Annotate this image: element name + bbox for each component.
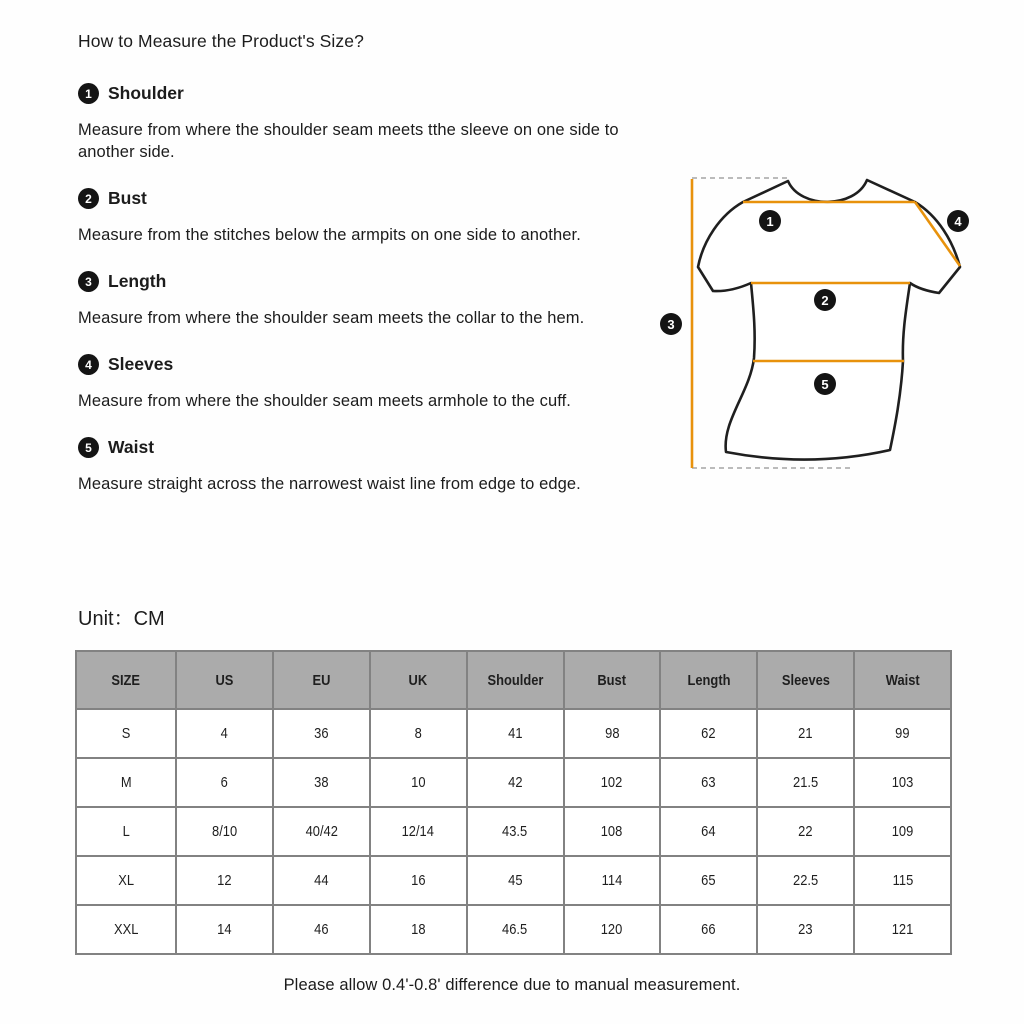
size-table [75, 650, 952, 955]
col-header-eu [273, 651, 370, 709]
diagram-marker-1 [759, 210, 781, 232]
instruction-shoulder [78, 83, 626, 163]
instruction-sleeves [78, 354, 626, 412]
cell-value: 45 [507, 872, 523, 889]
cell-value: 38 [314, 774, 329, 791]
cell-uk [370, 856, 467, 905]
col-header-shoulder [467, 651, 564, 709]
cell-waist [854, 709, 951, 758]
cell-shoulder [467, 856, 564, 905]
cell-value: 108 [601, 823, 623, 840]
measurement-disclaimer: Please allow 0.4'-0.8' difference due to manual measurement. [283, 976, 741, 994]
cell-value: XL [118, 872, 134, 889]
instructions-column [78, 31, 626, 520]
cell-value: 65 [701, 872, 716, 889]
cell-value: 44 [314, 872, 329, 889]
cell-value: 98 [604, 725, 620, 742]
unit-label: Unit：CM [78, 608, 165, 630]
cell-length [660, 856, 757, 905]
number-4-badge: 4 [78, 354, 99, 375]
marker-number: 2 [821, 293, 829, 308]
cell-value: 121 [891, 921, 914, 938]
cell-eu [273, 905, 370, 954]
cell-value: 36 [314, 725, 329, 742]
marker-number: 3 [667, 317, 675, 332]
cell-sleeves [757, 807, 854, 856]
cell-bust [564, 905, 661, 954]
cell-size [76, 758, 176, 807]
tshirt-measurement-diagram [648, 158, 1024, 492]
instruction-label: Length [108, 271, 167, 291]
cell-size [76, 807, 176, 856]
cell-size [76, 709, 176, 758]
cell-value: 42 [507, 774, 523, 791]
cell-value: 12/14 [402, 823, 435, 840]
cell-value: 12 [217, 872, 232, 889]
instruction-waist [78, 437, 626, 495]
number-3-badge: 3 [78, 271, 99, 292]
instruction-length [78, 271, 626, 329]
instruction-heading [78, 83, 626, 104]
instruction-heading [78, 437, 626, 458]
cell-value: 6 [220, 774, 229, 791]
col-header-label: SIZE [111, 671, 141, 689]
col-header-size [76, 651, 176, 709]
instruction-description: Measure from where the shoulder seam meets armhole to the cuff. [78, 392, 571, 410]
col-header-label: Length [687, 671, 731, 689]
diagram-marker-2 [814, 289, 836, 311]
cell-value: 46 [314, 921, 329, 938]
cell-value: XXL [113, 921, 139, 938]
col-header-label: UK [408, 671, 428, 689]
cell-value: 109 [891, 823, 914, 840]
table-row-xl [76, 856, 951, 905]
cell-shoulder [467, 709, 564, 758]
cell-length [660, 807, 757, 856]
cell-bust [564, 856, 661, 905]
cell-value: 62 [701, 725, 716, 742]
cell-value: 4 [220, 725, 229, 742]
instruction-label: Bust [108, 188, 147, 208]
col-header-label: Bust [597, 671, 627, 689]
cell-value: 14 [217, 921, 232, 938]
cell-uk [370, 905, 467, 954]
col-header-sleeves [757, 651, 854, 709]
cell-value: 21 [798, 725, 813, 742]
cell-waist [854, 807, 951, 856]
cell-us [176, 807, 273, 856]
cell-value: 46.5 [502, 921, 528, 938]
cell-value: 120 [601, 921, 623, 938]
instruction-heading [78, 271, 626, 292]
instruction-description: Measure straight across the narrowest waist line from edge to edge. [78, 475, 581, 493]
table-row-l [76, 807, 951, 856]
col-header-bust [564, 651, 661, 709]
col-header-length [660, 651, 757, 709]
marker-number: 5 [821, 377, 829, 392]
cell-bust [564, 807, 661, 856]
cell-us [176, 709, 273, 758]
cell-value: 63 [701, 774, 716, 791]
col-header-label: Sleeves [781, 671, 830, 689]
instruction-heading [78, 354, 626, 375]
cell-value: 103 [891, 774, 914, 791]
number-1-badge: 1 [78, 83, 99, 104]
instruction-description: Measure from the stitches below the armpits on one side to another. [78, 226, 581, 244]
cell-uk [370, 807, 467, 856]
cell-shoulder [467, 905, 564, 954]
cell-length [660, 905, 757, 954]
cell-length [660, 758, 757, 807]
table-row-s [76, 709, 951, 758]
diagram-marker-4 [947, 210, 969, 232]
cell-value: 41 [507, 725, 523, 742]
number-5-badge: 5 [78, 437, 99, 458]
cell-waist [854, 856, 951, 905]
cell-us [176, 758, 273, 807]
cell-sleeves [757, 758, 854, 807]
diagram-marker-5 [814, 373, 836, 395]
col-header-label: Shoulder [487, 671, 544, 689]
cell-bust [564, 709, 661, 758]
cell-size [76, 905, 176, 954]
cell-value: 43.5 [502, 823, 528, 840]
instruction-label: Shoulder [108, 83, 184, 103]
cell-value: 115 [892, 872, 913, 889]
table-row-xxl [76, 905, 951, 954]
cell-value: 21.5 [793, 774, 819, 791]
cell-sleeves [757, 905, 854, 954]
cell-us [176, 905, 273, 954]
cell-value: 99 [895, 725, 910, 742]
cell-shoulder [467, 758, 564, 807]
cell-length [660, 709, 757, 758]
cell-sleeves [757, 709, 854, 758]
diagram-marker-3 [660, 313, 682, 335]
cell-value: 66 [701, 921, 716, 938]
cell-value: 16 [411, 872, 426, 889]
cell-waist [854, 758, 951, 807]
cell-value: 23 [798, 921, 813, 938]
cell-value: L [122, 823, 130, 840]
cell-value: 22 [798, 823, 813, 840]
instruction-heading [78, 188, 626, 209]
cell-eu [273, 709, 370, 758]
cell-eu [273, 758, 370, 807]
instruction-bust [78, 188, 626, 246]
cell-us [176, 856, 273, 905]
instruction-description: Measure from where the shoulder seam meets the collar to the hem. [78, 309, 585, 327]
cell-value: 8/10 [211, 823, 237, 840]
col-header-waist [854, 651, 951, 709]
size-table-header-row [76, 651, 951, 709]
cell-value: 18 [411, 921, 426, 938]
cell-sleeves [757, 856, 854, 905]
page-title: How to Measure the Product's Size? [78, 31, 364, 51]
tshirt-outline [698, 180, 960, 460]
cell-eu [273, 856, 370, 905]
cell-uk [370, 709, 467, 758]
number-2-badge: 2 [78, 188, 99, 209]
col-header-label: US [215, 671, 234, 689]
cell-waist [854, 905, 951, 954]
col-header-label: EU [312, 671, 331, 689]
cell-value: 10 [411, 774, 426, 791]
marker-number: 4 [954, 214, 962, 229]
table-row-m [76, 758, 951, 807]
cell-value: 102 [601, 774, 623, 791]
cell-uk [370, 758, 467, 807]
instruction-label: Sleeves [108, 354, 174, 374]
cell-value: M [120, 774, 132, 791]
col-header-us [176, 651, 273, 709]
col-header-uk [370, 651, 467, 709]
marker-number: 1 [766, 214, 774, 229]
cell-bust [564, 758, 661, 807]
cell-size [76, 856, 176, 905]
instruction-label: Waist [108, 437, 155, 457]
cell-eu [273, 807, 370, 856]
cell-value: 22.5 [793, 872, 819, 889]
cell-value: 114 [601, 872, 623, 889]
cell-value: 8 [414, 725, 422, 742]
cell-value: 40/42 [305, 823, 338, 840]
col-header-label: Waist [885, 671, 920, 689]
cell-value: S [121, 725, 131, 742]
instruction-description: Measure from where the shoulder seam meets tthe sleeve on one side to another side. [78, 121, 619, 161]
cell-value: 64 [701, 823, 716, 840]
cell-shoulder [467, 807, 564, 856]
